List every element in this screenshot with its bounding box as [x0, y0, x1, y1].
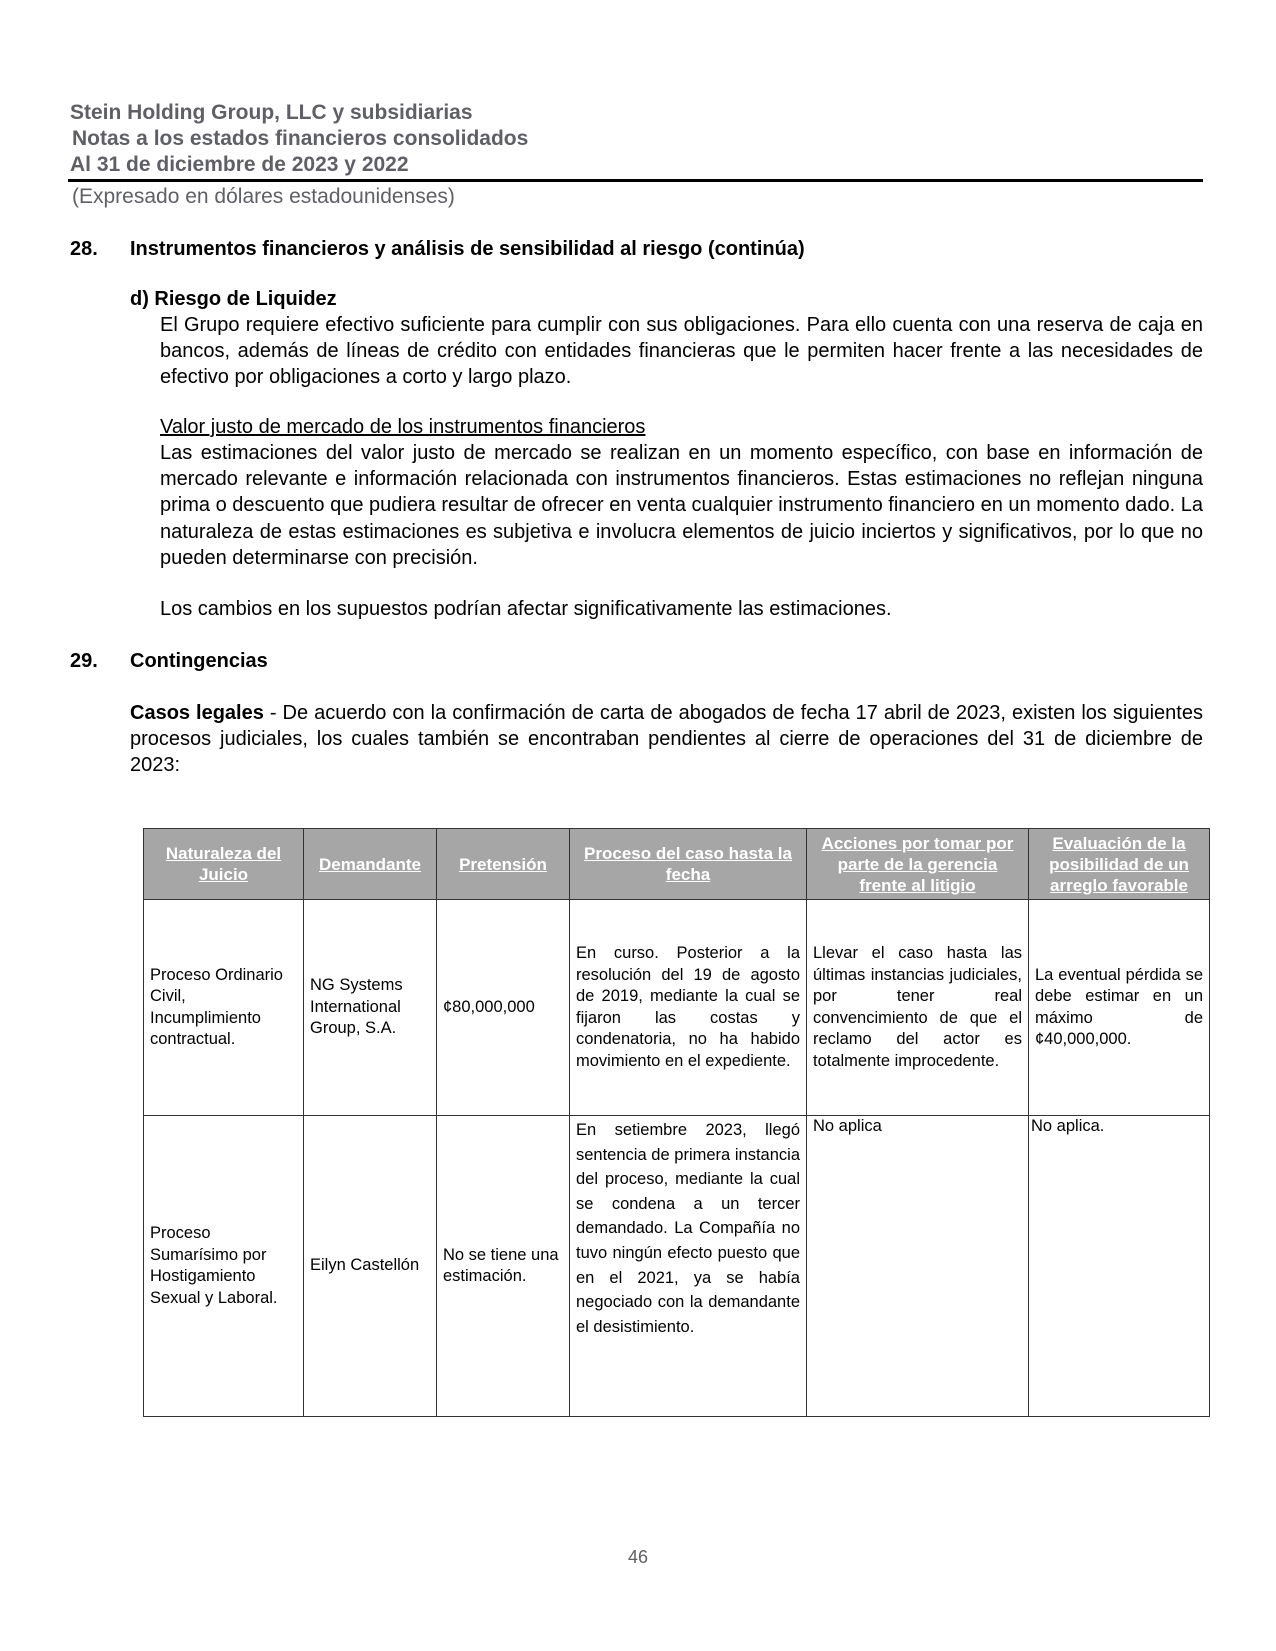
- section-title: Contingencias: [130, 650, 268, 672]
- fair-value-closing: Los cambios en los supuestos podrían afectar significativamente las estimaciones.: [160, 598, 892, 620]
- company-name: Stein Holding Group, LLC y subsidiarias: [70, 101, 473, 124]
- cell-pretension: ¢80,000,000: [437, 900, 570, 1116]
- section-number: 28.: [70, 238, 98, 260]
- column-header: Demandante: [304, 829, 437, 900]
- column-header: Proceso del caso hasta la fecha: [570, 829, 807, 900]
- fair-value-paragraph: Las estimaciones del valor justo de mercado se realizan en un momento específico, con base en información de mercado relevante e información relacionada con instrumentos financieros. Estas estimaciones no reflejan ninguna prima o descuento que pudiera resultar de ofrecer en venta cualquier instrumento financiero en un momento dado. La naturaleza de estas estimaciones es subjetiva e involucra elementos de juicio inciertos y significativos, por lo que no pueden determinarse con precisión.: [160, 442, 1203, 569]
- section-number: 29.: [70, 650, 98, 672]
- cell-evaluacion: La eventual pérdida se debe estimar en un máximo de ¢40,000,000.: [1029, 900, 1210, 1116]
- cell-proceso: En curso. Posterior a la resolución del 19 de agosto de 2019, mediante la cual se fijaron las costas y condenatoria, no ha habido movimiento en el expediente.: [570, 900, 807, 1116]
- cell-naturaleza: Proceso Ordinario Civil, Incumplimiento contractual.: [144, 900, 304, 1116]
- cell-acciones: Llevar el caso hasta las últimas instancias judiciales, por tener real convencimiento de que el reclamo del actor es totalmente improcedente.: [807, 900, 1029, 1116]
- column-header: Acciones por tomar por parte de la gerencia frente al litigio: [807, 829, 1029, 900]
- header-divider: [68, 179, 1203, 182]
- column-header: Naturaleza del Juicio: [144, 829, 304, 900]
- fair-value-heading: Valor justo de mercado de los instrumentos financieros: [160, 416, 646, 438]
- cell-acciones: No aplica: [807, 1116, 1029, 1417]
- page-number: 46: [627, 1547, 649, 1567]
- legal-cases-label: Casos legales: [130, 702, 264, 724]
- cell-naturaleza: Proceso Sumarísimo por Hostigamiento Sexual y Laboral.: [144, 1116, 304, 1417]
- cell-evaluacion: No aplica.: [1029, 1116, 1210, 1417]
- cell-pretension: No se tiene una estimación.: [437, 1116, 570, 1417]
- column-header: Pretensión: [437, 829, 570, 900]
- legal-cases-intro: [130, 700, 1203, 779]
- cell-demandante: NG Systems International Group, S.A.: [304, 900, 437, 1116]
- subsection-liquidity-risk: d) Riesgo de Liquidez: [130, 288, 337, 310]
- column-header: Evaluación de la posibilidad de un arreglo favorable: [1029, 829, 1210, 900]
- report-period: Al 31 de diciembre de 2023 y 2022: [70, 153, 409, 176]
- legal-cases-text: - De acuerdo con la confirmación de carta de abogados de fecha 17 abril de 2023, existen los siguientes procesos judiciales, los cuales también se encontraban pendientes al cierre de operaciones del 31 de diciembre de 2023:: [130, 702, 1203, 777]
- table-row: [144, 900, 1210, 1116]
- table-header-row: [144, 829, 1210, 900]
- section-title: Instrumentos financieros y análisis de sensibilidad al riesgo (continúa): [130, 238, 805, 260]
- table-row: [144, 1116, 1210, 1417]
- liquidity-paragraph: El Grupo requiere efectivo suficiente para cumplir con sus obligaciones. Para ello cuenta con una reserva de caja en bancos, además de líneas de crédito con entidades financieras que le permiten hacer frente a las necesidades de efectivo por obligaciones a corto y largo plazo.: [160, 314, 1203, 389]
- cell-proceso: En setiembre 2023, llegó sentencia de primera instancia del proceso, mediante la cual se condena a un tercer demandado. La Compañía no tuvo ningún efecto puesto que en el 2021, ya se había negociado con la demandante el desistimiento.: [570, 1116, 807, 1417]
- currency-note: (Expresado en dólares estadounidenses): [72, 185, 455, 208]
- cell-demandante: Eilyn Castellón: [304, 1116, 437, 1417]
- legal-cases-table: [143, 828, 1210, 1417]
- report-title: Notas a los estados financieros consolidados: [72, 127, 529, 150]
